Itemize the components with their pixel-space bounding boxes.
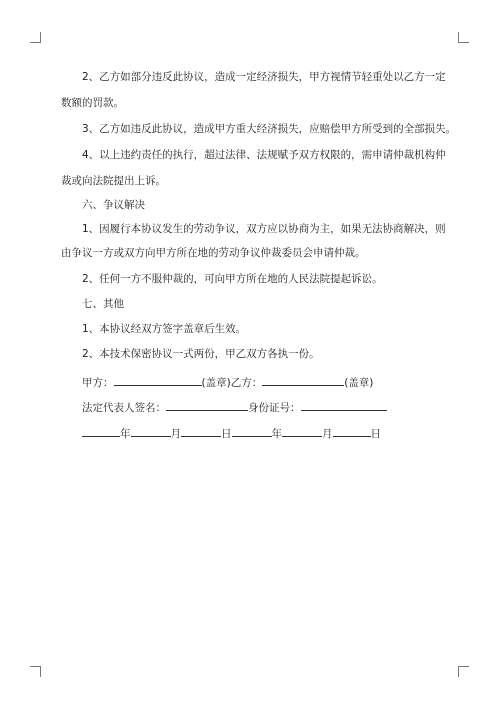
clause-3: 3、乙方如违反此协议，造成甲方重大经济损失，应赔偿甲方所受到的全部损失。: [82, 123, 457, 135]
page-corner-mark-bottom-left: [30, 666, 41, 677]
section-6-clause-2: 2、任何一方不服仲裁的，可向甲方所在地的人民法院提起诉讼。: [82, 273, 383, 285]
page-corner-mark-bottom-right: [458, 666, 469, 677]
year-b-blank[interactable]: [232, 425, 272, 437]
party-b-seal-label: (盖章): [344, 377, 374, 389]
month-a-label: 月: [170, 428, 181, 440]
month-a-blank[interactable]: [131, 425, 171, 437]
day-a-blank[interactable]: [181, 425, 221, 437]
month-b-blank[interactable]: [282, 425, 322, 437]
page-corner-mark-top-left: [30, 32, 41, 43]
clause-2-line-1: 2、乙方如部分违反此协议，造成一定经济损失，甲方视情节轻重处以乙方一定: [82, 71, 446, 83]
section-7-clause-1: 1、本协议经双方签字盖章后生效。: [82, 323, 247, 335]
section-6-clause-1-line-2: 由争议一方或双方向甲方所在地的劳动争议仲裁委员会申请仲裁。: [61, 247, 366, 259]
clause-4-line-1: 4、以上违约责任的执行，超过法律、法规赋予双方权限的，需申请仲裁机构仲: [82, 149, 446, 161]
clause-4-line-2: 裁或向法院提出上诉。: [61, 175, 166, 187]
party-b-blank[interactable]: [262, 374, 344, 386]
page-corner-mark-top-right: [458, 32, 469, 43]
party-a-label: 甲方：: [82, 377, 114, 389]
year-a-label: 年: [120, 428, 131, 440]
id-number-blank[interactable]: [301, 399, 387, 411]
party-a-blank[interactable]: [114, 374, 202, 386]
year-a-blank[interactable]: [82, 425, 120, 437]
representative-row: [82, 399, 387, 415]
section-7-clause-2: 2、本技术保密协议一式两份，甲乙双方各执一份。: [82, 348, 320, 360]
party-signature-row: [82, 374, 373, 390]
legal-rep-label: 法定代表人签名：: [82, 402, 166, 414]
day-b-label: 日: [370, 428, 381, 440]
month-b-label: 月: [322, 428, 333, 440]
day-b-blank[interactable]: [333, 425, 371, 437]
year-b-label: 年: [271, 428, 282, 440]
section-7-heading: 七、其他: [82, 298, 124, 310]
clause-2-line-2: 数额的罚款。: [61, 97, 124, 109]
section-6-clause-1-line-1: 1、因履行本协议发生的劳动争议，双方应以协商为主，如果无法协商解决，则: [82, 223, 446, 235]
party-b-label: 乙方：: [230, 377, 263, 389]
legal-rep-blank[interactable]: [166, 399, 248, 411]
party-a-seal-label: (盖章): [201, 377, 231, 389]
id-number-label: 身份证号：: [248, 402, 301, 414]
day-a-label: 日: [221, 428, 232, 440]
section-6-heading: 六、争议解决: [82, 199, 145, 211]
date-row: [82, 425, 381, 441]
